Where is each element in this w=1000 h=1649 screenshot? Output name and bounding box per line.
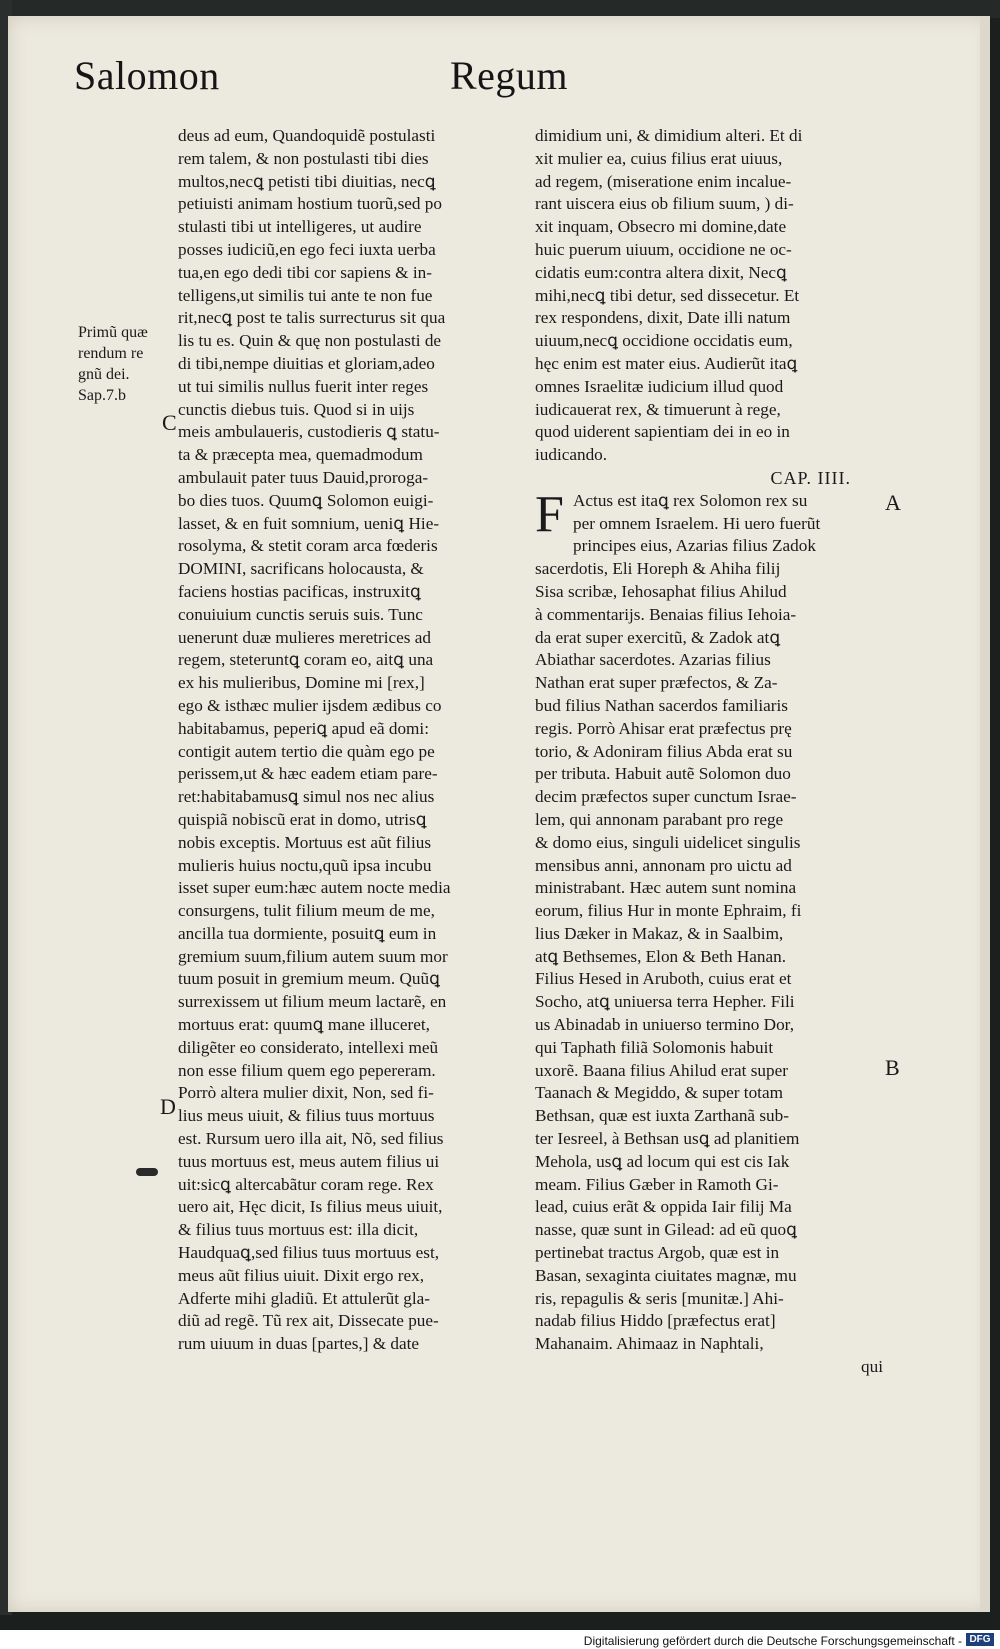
text-line: meus aũt filius uiuit. Dixit ergo rex, bbox=[178, 1265, 425, 1285]
text-line: mortuus erat: quumꝗ mane illuceret, bbox=[178, 1015, 430, 1035]
text-line: cidatis eum:contra altera dixit, Necꝗ bbox=[535, 262, 787, 282]
chapter-heading: CAP. IIII. bbox=[770, 467, 851, 488]
text-line: tuus mortuus est, meus autem filius ui bbox=[178, 1151, 440, 1171]
text-line: gremium suum,filium autem suum mor bbox=[178, 946, 448, 966]
text-line: ego & isthæc mulier ijsdem ædibus co bbox=[178, 695, 442, 715]
text-line: rex respondens, dixit, Date illi natum bbox=[535, 308, 791, 328]
text-line: perissem,ut & hæc eadem etiam pare- bbox=[178, 764, 438, 784]
margin-note-line: Sap.7.b bbox=[78, 387, 126, 404]
text-line: uit:sicꝗ altercabãtur coram rege. Rex bbox=[178, 1174, 434, 1194]
text-line: uero ait, Hęc dicit, Is filius meus uiuit, bbox=[178, 1197, 443, 1217]
section-marker-c: C bbox=[162, 410, 177, 435]
text-line: pertinebat tractus Argob, quæ est in bbox=[535, 1243, 780, 1263]
running-head-left: Salomon bbox=[74, 53, 220, 98]
text-line: lis tu es. Quin & quę non postulasti de bbox=[178, 331, 442, 351]
text-line: ambulauit pater tuus Dauid,proroga- bbox=[178, 467, 429, 487]
initial-letter: F bbox=[535, 485, 564, 543]
text-line: decim præfectos super cunctum Israe- bbox=[535, 787, 797, 807]
text-line: cunctis diebus tuis. Quod si in uijs bbox=[178, 399, 415, 419]
text-line: ad regem, (miseratione enim incalue- bbox=[535, 171, 792, 191]
text-line: non esse filium quem ego pepereram. bbox=[178, 1060, 436, 1080]
text-line: Mahanaim. Ahimaaz in Naphtali, bbox=[535, 1334, 764, 1354]
text-line: & filius tuus mortuus est: illa dicit, bbox=[178, 1220, 419, 1240]
text-line: consurgens, tulit filium meum de me, bbox=[178, 901, 435, 921]
text-line: contigit autem tertio die quàm ego pe bbox=[178, 741, 435, 761]
text-line: torio, & Adoniram filius Abda erat su bbox=[535, 741, 793, 761]
text-line: ministrabant. Hæc autem sunt nomina bbox=[535, 878, 797, 898]
text-line: eorum, filius Hur in monte Ephraim, fi bbox=[535, 901, 802, 921]
text-line: multos,necꝗ petisti tibi diuitias, necꝗ bbox=[178, 171, 436, 191]
catchword: qui bbox=[861, 1357, 883, 1377]
text-line: stulasti tibi ut intelligeres, ut audire bbox=[178, 217, 422, 237]
text-line: surrexissem ut filium meum lactarẽ, en bbox=[178, 992, 447, 1012]
running-head-center: Regum bbox=[450, 53, 569, 98]
text-line: per tributa. Habuit autẽ Solomon duo bbox=[535, 764, 791, 784]
section-marker-a: A bbox=[885, 490, 901, 515]
text-line: mihi,necꝗ tibi detur, sed dissecetur. Et bbox=[535, 285, 800, 305]
text-line: rum uiuum in duas [partes,] & date bbox=[178, 1334, 420, 1354]
ink-smudge bbox=[136, 1168, 158, 1176]
text-line: Filius Hesed in Aruboth, cuius erat et bbox=[535, 969, 792, 989]
text-line: iudicauerat rex, & timuerunt à rege, bbox=[535, 399, 781, 419]
text-line: nasse, quæ sunt in Gilead: ad eũ quoꝗ bbox=[535, 1220, 798, 1240]
text-line: faciens hostias pacificas, instruxitꝗ bbox=[178, 581, 421, 601]
dfg-logo: DFG bbox=[966, 1633, 994, 1646]
text-line: rant uiscera eius ob filium suum, ) di- bbox=[535, 194, 794, 214]
text-line: regem, steteruntꝗ coram eo, aitꝗ una bbox=[178, 650, 434, 670]
text-line: iudicando. bbox=[535, 445, 608, 465]
text-line: Basan, sexaginta ciuitates magnæ, mu bbox=[535, 1265, 797, 1285]
text-line: Abiathar sacerdotes. Azarias filius bbox=[535, 650, 771, 670]
text-line: dimidium uni, & dimidium alteri. Et di bbox=[535, 126, 803, 145]
text-line: bo dies tuos. Quumꝗ Solomon euigi- bbox=[178, 490, 434, 510]
text-line: rosolyma, & stetit coram arca fœderis bbox=[178, 536, 438, 556]
text-line: us Abinadab in uniuerso termino Dor, bbox=[535, 1015, 794, 1035]
text-line: uenerunt duæ mulieres meretrices ad bbox=[178, 627, 431, 647]
text-line: isset super eum:hæc autem nocte media bbox=[178, 878, 451, 898]
text-line: nadab filius Hiddo [præfectus erat] bbox=[535, 1311, 776, 1331]
page-edge bbox=[980, 16, 990, 1612]
text-line: da erat super exercitũ, & Zadok atꝗ bbox=[535, 627, 781, 647]
margin-note-line: gnũ dei. bbox=[78, 366, 130, 383]
text-line: habitabamus, peperiꝗ apud eã domi: bbox=[178, 718, 429, 738]
text-line: DOMINI, sacrificans holocausta, & bbox=[178, 559, 424, 579]
text-line: quispiã nobiscũ erat in domo, utrisꝗ bbox=[178, 809, 427, 829]
text-line: per omnem Israelem. Hi uero fuerũt bbox=[573, 513, 821, 533]
funding-notice: Digitalisierung gefördert durch die Deutsche Forschungsgemeinschaft - bbox=[583, 1634, 962, 1648]
text-line: regis. Porrò Ahisar erat præfectus prę bbox=[535, 718, 792, 738]
text-line: xit inquam, Obsecro mi domine,date bbox=[535, 217, 787, 237]
text-line: Actus est itaꝗ rex Solomon rex su bbox=[573, 490, 808, 510]
text-line: rit,necꝗ post te talis surrecturus sit qua bbox=[178, 308, 446, 328]
text-line: huic puerum uiuum, occidione ne oc- bbox=[535, 239, 792, 259]
text-line: Mehola, usꝗ ad locum qui est cis Iak bbox=[535, 1151, 790, 1171]
text-line: Porrò altera mulier dixit, Non, sed fi- bbox=[178, 1083, 434, 1103]
text-line: omnes Israelitæ iudicium illud quod bbox=[535, 376, 784, 396]
text-line: bud filius Nathan sacerdos familiaris bbox=[535, 695, 788, 715]
text-line: est. Rursum uero illa ait, Nõ, sed filius bbox=[178, 1129, 444, 1149]
text-line: qui Taphath filiã Solomonis habuit bbox=[535, 1037, 774, 1057]
text-line: principes eius, Azarias filius Zadok bbox=[573, 536, 816, 556]
text-line: & domo eius, singuli uidelicet singulis bbox=[535, 832, 801, 852]
margin-note-line: Primũ quæ bbox=[78, 324, 148, 341]
text-line: Adferte mihi gladiũ. Et attulerũt gla- bbox=[178, 1288, 431, 1308]
text-line: meam. Filius Gæber in Ramoth Gi- bbox=[535, 1174, 779, 1194]
text-line: nobis exceptis. Mortuus est aũt filius bbox=[178, 832, 432, 852]
text-line: lasset, & en fuit somnium, ueniꝗ Hie- bbox=[178, 513, 440, 533]
text-line: Haudquaꝗ,sed filius tuus mortuus est, bbox=[178, 1243, 440, 1263]
text-line: ancilla tua dormiente, posuitꝗ eum in bbox=[178, 923, 437, 943]
text-line: tuum posuit in gremium meum. Quũꝗ bbox=[178, 969, 441, 989]
text-line: conuiuium cunctis seruis suis. Tunc bbox=[178, 604, 423, 624]
text-line: ter Iesreel, à Bethsan usꝗ ad planitiem bbox=[535, 1129, 800, 1149]
text-line: à commentarijs. Benaias filius Iehoia- bbox=[535, 604, 797, 624]
text-line: di tibi,nempe diuitias et gloriam,adeo bbox=[178, 353, 435, 373]
text-line: Nathan erat super præfectos, & Za- bbox=[535, 673, 778, 693]
section-marker-b: B bbox=[885, 1055, 900, 1080]
text-line: ex his mulieribus, Domine mi [rex,] bbox=[178, 673, 425, 693]
section-marker-d: D bbox=[160, 1094, 176, 1119]
text-line: ret:habitabamusꝗ simul nos nec alius bbox=[178, 787, 435, 807]
text-line: uiuum,necꝗ occidione occidatis eum, bbox=[535, 331, 793, 351]
text-line: diligẽter eo considerato, intellexi meũ bbox=[178, 1037, 439, 1057]
text-line: Bethsan, quæ est iuxta Zarthanã sub- bbox=[535, 1106, 789, 1126]
text-line: lead, cuius erãt & oppida Iair filij Ma bbox=[535, 1197, 792, 1217]
text-line: atꝗ Bethsemes, Elon & Beth Hanan. bbox=[535, 946, 787, 966]
text-line: sacerdotis, Eli Horeph & Ahiha filij bbox=[535, 559, 781, 579]
text-line: petiuisti animam hostium tuorũ,sed po bbox=[178, 194, 442, 214]
margin-note-line: rendum re bbox=[78, 345, 144, 362]
text-line: quod uiderent sapientiam dei in eo in bbox=[535, 422, 790, 442]
left-text-column bbox=[178, 125, 520, 1356]
text-line: meis ambulaueris, custodieris ꝗ statu- bbox=[178, 422, 440, 442]
text-line: tua,en ego dedi tibi cor sapiens & in- bbox=[178, 262, 432, 282]
text-line: mulieris huius noctu,quũ ipsa incubu bbox=[178, 855, 432, 875]
right-text-column bbox=[535, 125, 887, 1379]
margin-note bbox=[78, 322, 178, 406]
text-line: ut tui similis nullus fuerit inter reges bbox=[178, 376, 429, 396]
text-line: lius meus uiuit, & filius tuus mortuus bbox=[178, 1106, 435, 1126]
text-line: rem talem, & non postulasti tibi dies bbox=[178, 148, 429, 168]
text-line: ta & præcepta mea, quemadmodum bbox=[178, 445, 423, 465]
text-line: posses iudiciũ,en ego feci iuxta uerba bbox=[178, 239, 436, 259]
text-line: telligens,ut similis tui ante te non fue bbox=[178, 285, 433, 305]
text-line: deus ad eum, Quandoquidẽ postulasti bbox=[178, 126, 436, 145]
text-line: Socho, atꝗ uniuersa terra Hepher. Fili bbox=[535, 992, 795, 1012]
text-line: mensibus anni, annonam pro uictu ad bbox=[535, 855, 792, 875]
text-line: Taanach & Megiddo, & super totam bbox=[535, 1083, 783, 1103]
text-line: uxorẽ. Baana filius Ahilud erat super bbox=[535, 1060, 788, 1080]
text-line: hęc enim est mater eius. Audierũt itaꝗ bbox=[535, 353, 798, 373]
text-line: ris, repagulis & seris [munitæ.] Ahi- bbox=[535, 1288, 784, 1308]
text-line: xit mulier ea, cuius filius erat uiuus, bbox=[535, 148, 783, 168]
text-line: lem, qui annonam parabant pro rege bbox=[535, 809, 784, 829]
chapter-opening bbox=[535, 485, 887, 543]
text-line: Sisa scribæ, Iehosaphat filius Ahilud bbox=[535, 581, 787, 601]
text-line: lius Dæker in Makaz, & in Saalbim, bbox=[535, 923, 784, 943]
text-line: diũ ad regẽ. Tũ rex ait, Dissecate pue- bbox=[178, 1311, 439, 1331]
